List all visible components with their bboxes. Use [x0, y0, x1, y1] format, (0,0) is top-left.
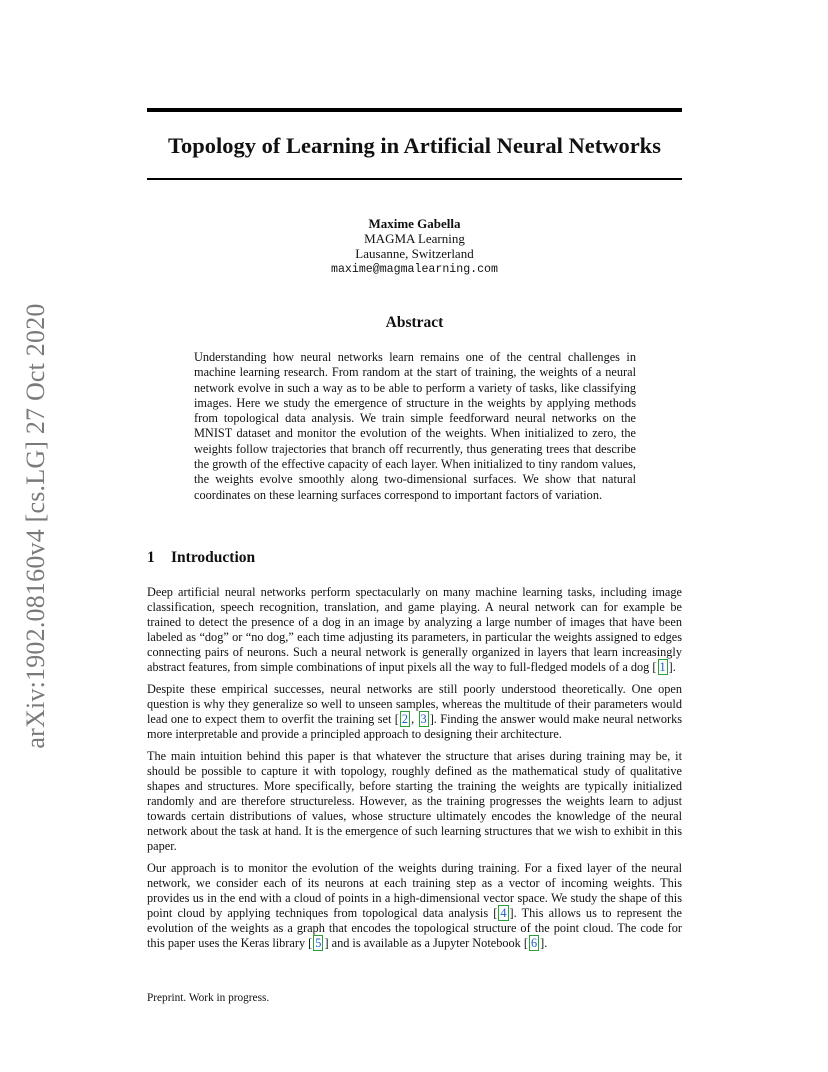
paragraph-text: ]. Finding the answer would make neural networks more interpretable and provide a principled approach to designing their architecture.	[147, 712, 682, 741]
paragraph-4	[147, 861, 682, 951]
citation-link[interactable]: 2	[401, 712, 409, 726]
arxiv-stamp: arXiv:1902.08160v4 [cs.LG] 27 Oct 2020	[21, 303, 50, 749]
author-name: Maxime Gabella	[368, 216, 461, 231]
paragraph-text: Despite these empirical successes, neural networks are still poorly understood theoretically. One open question is why they generalize so well to unseen samples, whereas the multitude of their parameters would lead one to expect them to overfit the training set [	[147, 682, 682, 726]
section-number: 1	[147, 549, 155, 566]
abstract-heading: Abstract	[385, 314, 444, 331]
paper-title: Topology of Learning in Artificial Neural Networks	[168, 133, 661, 158]
section-body	[147, 585, 682, 958]
paragraph-text: Deep artificial neural networks perform spectacularly on many machine learning tasks, including image classification, speech recognition, translation, and game playing. A neural network can for example be trained to detect the presence of a dog in an image by analyzing a large number of images that have been labeled as “dog” or “no dog,” each time adjusting its parameters, in particular the weights assigned to edges connecting pairs of neurons. Such a neural network is generally organized in layers that learn increasingly abstract features, from simple combinations of input pixels all the way to full-fledged models of a dog [	[147, 585, 682, 674]
author-block	[147, 216, 682, 277]
paragraph-text: ]. This allows us to represent the evolution of the weights as a graph that encodes the topological structure of the point cloud. The code for this paper uses the Keras library [	[147, 906, 682, 950]
paragraph-text: ].	[540, 936, 548, 950]
title-bottom-rule	[147, 178, 682, 180]
paragraph-3: The main intuition behind this paper is that whatever the structure that arises during training may be, it should be possible to capture it with topology, roughly defined as the mathematical study of qualitative shapes and structures. More specifically, before starting the training the weights are typically initialized randomly and are therefore structureless. However, as the training progresses the weights learn to adjust towards certain distributions of values, whose structure ultimately encodes the knowledge of the neural network about the task at hand. It is the emergence of such learning structures that we wish to exhibit in this paper.	[147, 749, 682, 853]
title-top-rule	[147, 108, 682, 112]
abstract-text: Understanding how neural networks learn remains one of the central challenges in machine learning research. From random at the start of training, the weights of a neural network evolve in such a way as to be able to perform a variety of tasks, like classifying images. Here we study the emergence of structure in the weights by applying methods from topological data analysis. We train simple feedforward neural networks on the MNIST dataset and monitor the evolution of the weights. When initialized to zero, the weights follow trajectories that branch off recurrently, thus generating trees that describe the growth of the effective capacity of each layer. When initialized to tiny random values, the weights evolve smoothly along two-dimensional surfaces. We show that natural coordinates on these learning surfaces correspond to important factors of variation.	[194, 350, 636, 502]
citation-link[interactable]: 6	[530, 936, 538, 950]
citation-link[interactable]: 1	[659, 660, 666, 674]
paragraph-text: Our approach is to monitor the evolution of the weights during training. For a fixed layer of the neural network, we consider each of its neurons at each training step as a vector of incoming weights. This provides us in the end with a cloud of points in a high-dimensional vector space. We study the shape of this point cloud by applying techniques from topological data analysis [	[147, 861, 682, 920]
paragraph-text: ] and is available as a Jupyter Notebook [	[324, 936, 528, 950]
author-affiliation: MAGMA Learning	[364, 231, 465, 247]
citation-link[interactable]: 5	[315, 936, 322, 950]
author-location: Lausanne, Switzerland	[355, 246, 474, 262]
paragraph-text: ].	[668, 660, 676, 674]
citation-separator: ,	[411, 712, 418, 726]
footer-note: Preprint. Work in progress.	[147, 992, 270, 1004]
paragraph-2	[147, 682, 682, 742]
citation-link[interactable]: 3	[420, 712, 427, 726]
section-title: Introduction	[171, 549, 256, 566]
author-email[interactable]: maxime@magmalearning.com	[331, 262, 498, 276]
citation-link[interactable]: 4	[500, 906, 507, 920]
paragraph-1	[147, 585, 682, 675]
section-heading	[147, 549, 255, 567]
